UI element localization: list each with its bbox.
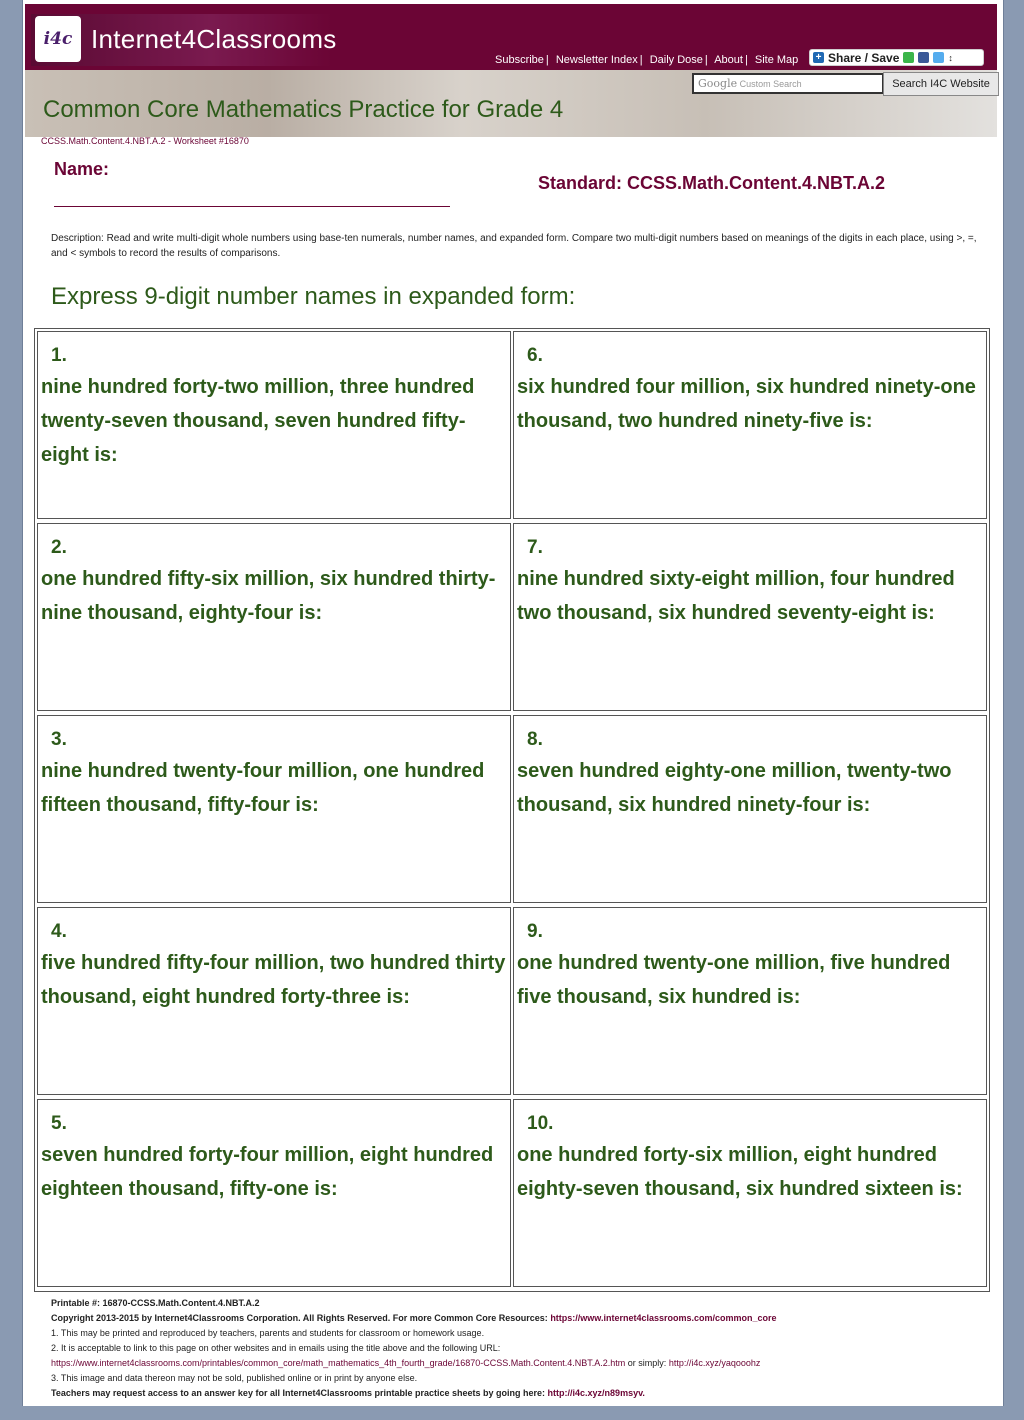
- question-text: one hundred twenty-one million, five hundred five thousand, six hundred is:: [517, 952, 951, 1008]
- printable-number: Printable #: 16870-CCSS.Math.Content.4.NBT.A.2: [51, 1298, 260, 1308]
- google-brand: Google: [698, 77, 738, 90]
- search-placeholder: Custom Search: [739, 79, 802, 89]
- answer-key-link[interactable]: http://i4c.xyz/n89msyv.: [547, 1388, 645, 1398]
- logo-text: Internet4Classrooms: [91, 24, 337, 54]
- page-title: Common Core Mathematics Practice for Grade 4: [43, 96, 564, 123]
- question-text: nine hundred sixty-eight million, four hundred two thousand, six hundred seventy-eight is:: [517, 568, 955, 624]
- worksheet-table: [34, 328, 990, 1292]
- question-number: 6.: [527, 345, 543, 366]
- question-number: 7.: [527, 537, 543, 558]
- question-cell: [513, 715, 987, 903]
- name-label: Name:: [54, 159, 110, 179]
- nav-subscribe[interactable]: Subscribe: [495, 54, 544, 66]
- question-number: 2.: [51, 537, 67, 558]
- name-line: [54, 206, 450, 207]
- description: Description: Read and write multi-digit whole numbers using base-ten numerals, number names, and expanded form. Compare two multi-digit numbers based on meanings of the digits in each place, using >, =, and < symbols to record the results of comparisons.: [51, 233, 977, 259]
- standard-label: Standard: CCSS.Math.Content.4.NBT.A.2: [538, 173, 886, 193]
- footer-note-3: 3. This image and data thereon may not be sold, published online or in print by anyone else.: [51, 1373, 418, 1383]
- question-number: 10.: [527, 1113, 554, 1134]
- question-number: 9.: [527, 921, 543, 942]
- answer-key-text: Teachers may request access to an answer key for all Internet4Classrooms printable practice sheets by going here:: [51, 1388, 546, 1398]
- nav-daily-dose[interactable]: Daily Dose: [649, 54, 703, 66]
- share-plus-icon: +: [813, 52, 824, 63]
- question-text: five hundred fifty-four million, two hundred thirty thousand, eight hundred forty-three is:: [41, 952, 506, 1008]
- share-icon: [903, 52, 914, 63]
- header-bar: [25, 4, 997, 70]
- question-cell: [37, 907, 511, 1095]
- url-or-text: or simply:: [627, 1358, 667, 1368]
- question-number: 5.: [51, 1113, 67, 1134]
- copyright-text: Copyright 2013-2015 by Internet4Classrooms Corporation. All Rights Reserved. For more Common Core Resources:: [51, 1313, 548, 1323]
- site-logo[interactable]: [31, 14, 337, 66]
- footer-note-2: 2. It is acceptable to link to this page on other websites and in emails using the title above and the following URL:: [51, 1343, 501, 1353]
- nav-newsletter-index[interactable]: Newsletter Index: [555, 54, 638, 66]
- worksheet-url-link[interactable]: https://www.internet4classrooms.com/printables/common_core/math_mathematics_4th_fourth_grade/16870-CCSS.Math.Content.4.NBT.A.2.htm: [51, 1358, 626, 1368]
- common-core-link[interactable]: https://www.internet4classrooms.com/common_core: [550, 1313, 777, 1323]
- question-cell: [37, 715, 511, 903]
- search-input[interactable]: [692, 73, 884, 94]
- logo-icon-text: i4c: [43, 29, 73, 49]
- nav-separator: |: [744, 54, 748, 66]
- search-button[interactable]: Search I4C Website: [883, 72, 999, 96]
- twitter-icon: [933, 52, 944, 63]
- top-navigation: [495, 54, 798, 66]
- short-url-link[interactable]: http://i4c.xyz/yaqooohz: [668, 1358, 761, 1368]
- question-number: 4.: [51, 921, 67, 942]
- banner: [25, 70, 997, 137]
- question-text: six hundred four million, six hundred ninety-one thousand, two hundred ninety-five is:: [517, 376, 976, 432]
- share-save-button[interactable]: [809, 49, 984, 66]
- nav-site-map[interactable]: Site Map: [754, 54, 799, 66]
- chevron-updown-icon: ↕: [948, 52, 953, 63]
- question-text: seven hundred forty-four million, eight hundred eighteen thousand, fifty-one is:: [41, 1144, 494, 1200]
- footer-url-line: [51, 1356, 991, 1371]
- question-text: one hundred fifty-six million, six hundred thirty-nine thousand, eighty-four is:: [41, 568, 496, 624]
- question-text: seven hundred eighty-one million, twenty-two thousand, six hundred ninety-four is:: [517, 760, 952, 816]
- question-cell: [37, 331, 511, 519]
- question-text: nine hundred forty-two million, three hundred twenty-seven thousand, seven hundred fifty-eight is:: [41, 376, 475, 466]
- question-number: 1.: [51, 345, 67, 366]
- share-label: Share / Save: [828, 50, 900, 65]
- question-cell: [37, 523, 511, 711]
- nav-separator: |: [704, 54, 708, 66]
- breadcrumb[interactable]: CCSS.Math.Content.4.NBT.A.2 - Worksheet #16870: [41, 136, 249, 146]
- nav-separator: |: [545, 54, 549, 66]
- nav-separator: |: [639, 54, 643, 66]
- question-text: nine hundred twenty-four million, one hundred fifteen thousand, fifty-four is:: [41, 760, 485, 816]
- question-cell: [513, 1099, 987, 1287]
- question-cell: [37, 1099, 511, 1287]
- question-text: one hundred forty-six million, eight hundred eighty-seven thousand, six hundred sixteen is:: [517, 1144, 963, 1200]
- footer: [51, 1296, 991, 1401]
- instruction: Express 9-digit number names in expanded form:: [51, 283, 576, 310]
- nav-about[interactable]: About: [714, 54, 743, 66]
- facebook-icon: [918, 52, 929, 63]
- question-cell: [513, 331, 987, 519]
- question-number: 3.: [51, 729, 67, 750]
- answer-key-line: [51, 1386, 991, 1401]
- footer-note-1: 1. This may be printed and reproduced by teachers, parents and students for classroom or homework usage.: [51, 1328, 485, 1338]
- question-number: 8.: [527, 729, 543, 750]
- question-cell: [513, 907, 987, 1095]
- page: [22, 0, 1004, 1406]
- question-cell: [513, 523, 987, 711]
- copyright-line: [51, 1311, 991, 1326]
- logo-icon: [35, 16, 81, 62]
